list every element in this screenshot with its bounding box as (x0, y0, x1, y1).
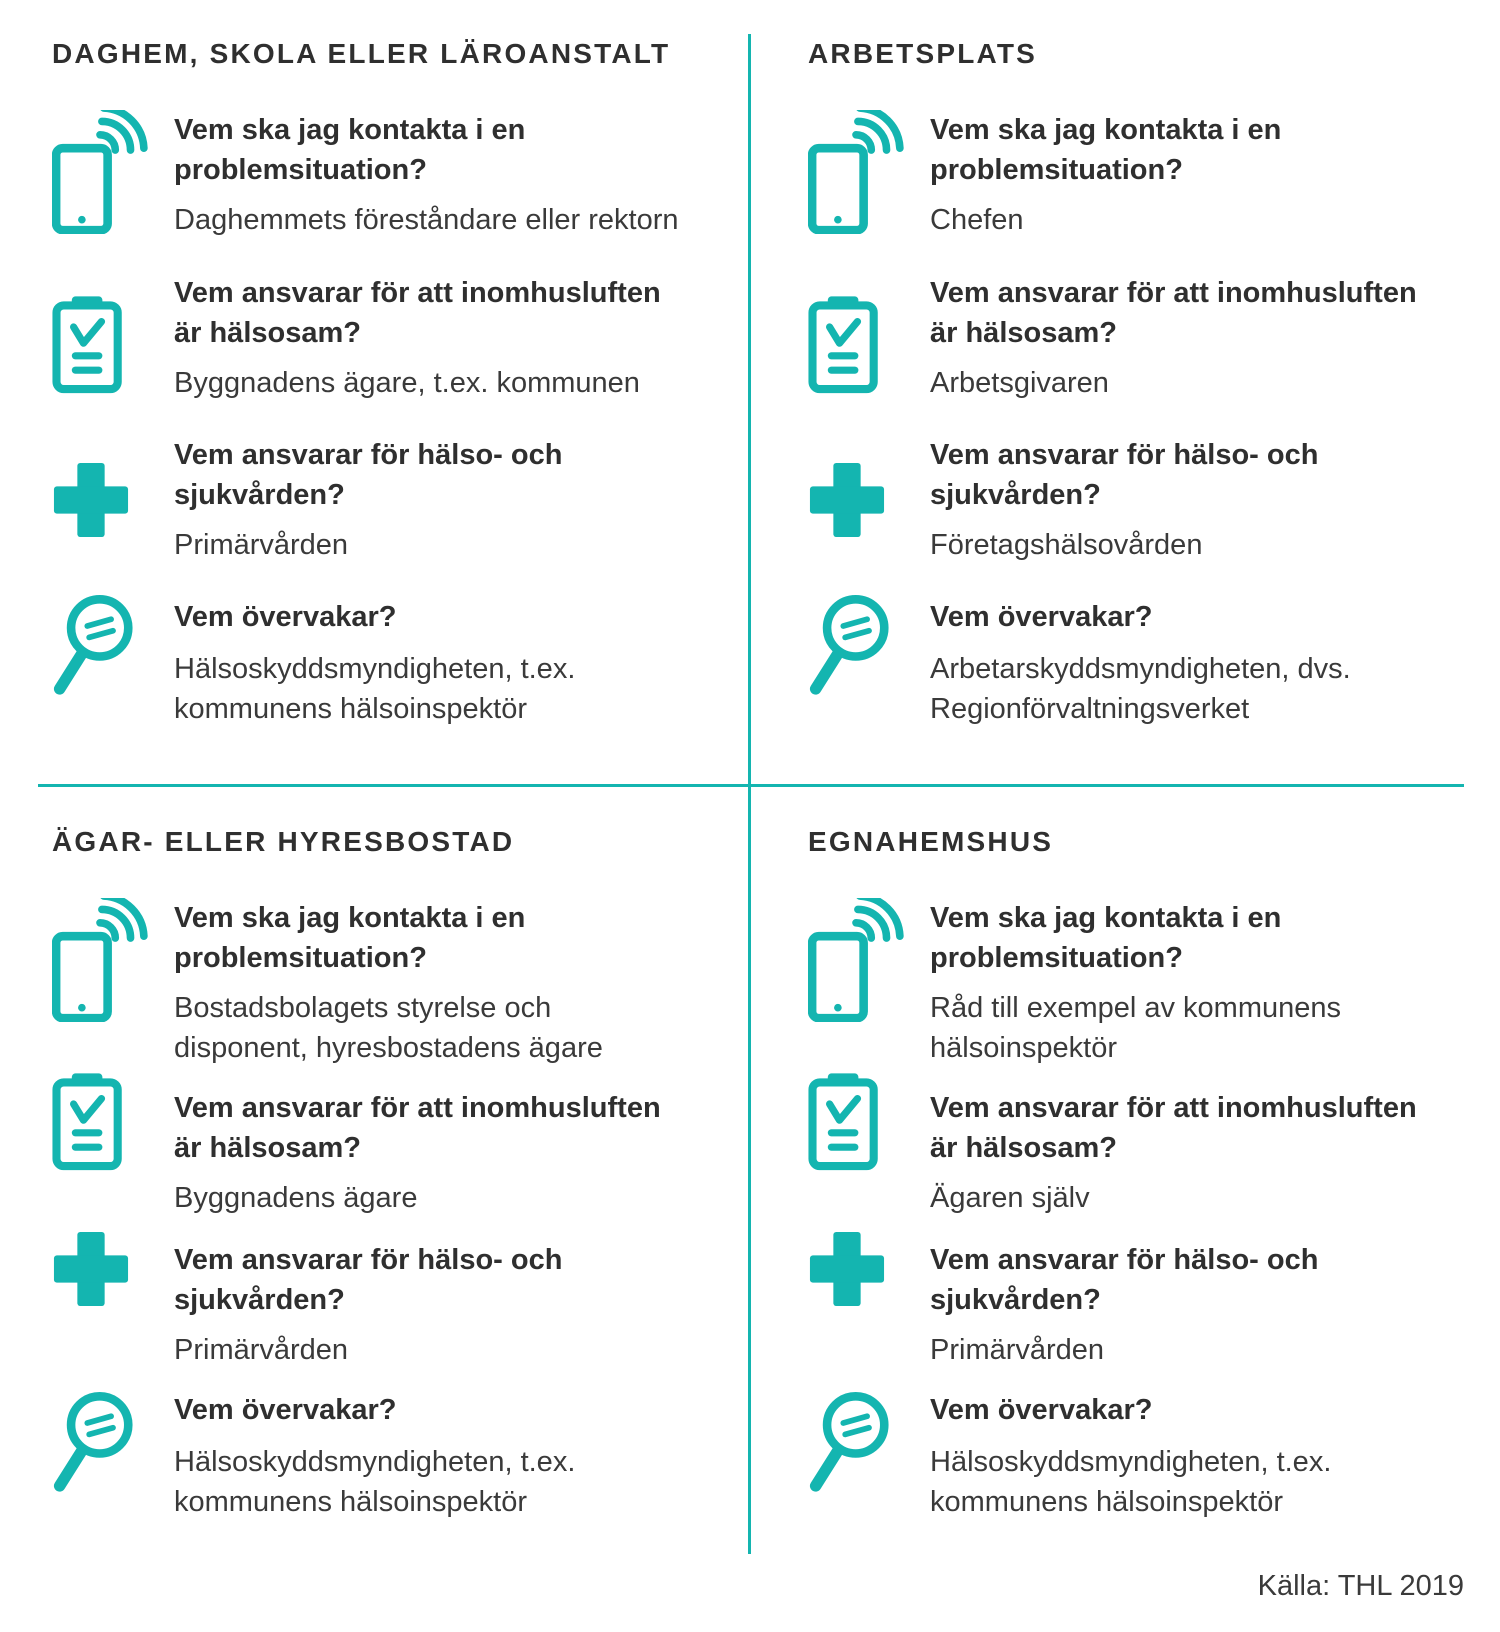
clipboard-check-icon (808, 1070, 880, 1174)
magnifier-icon (52, 1390, 134, 1496)
horizontal-divider (38, 784, 1464, 787)
phone-icon (808, 898, 904, 1022)
question-text: Vem ansvarar för att inomhusluften är hälsosam? (174, 1092, 661, 1164)
answer-text: Byggnadens ägare, t.ex. kommunen (174, 367, 640, 399)
question-text: Vem ansvarar för att inomhusluften är hälsosam? (930, 1092, 1417, 1164)
question-text: Vem ansvarar för hälso- och sjukvården? (174, 439, 563, 511)
plus-icon (808, 1230, 886, 1308)
phone-icon (808, 110, 904, 234)
phone-icon (52, 110, 148, 234)
answer-text: Hälsoskyddsmyndigheten, t.ex. kommunens hälsoinspektör (174, 1446, 576, 1518)
answer-text: Primärvården (174, 529, 349, 561)
clipboard-check-icon (52, 1070, 124, 1174)
clipboard-check-icon (52, 293, 124, 397)
question-text: Vem ska jag kontakta i en problemsituation? (174, 902, 526, 974)
magnifier-icon (808, 1390, 890, 1496)
question-text: Vem ansvarar för att inomhusluften är hälsosam? (174, 277, 661, 349)
question-text: Vem övervakar? (930, 1394, 1153, 1426)
plus-icon (52, 461, 130, 539)
answer-text: Primärvården (174, 1334, 349, 1366)
answer-text: Byggnadens ägare (174, 1182, 418, 1214)
magnifier-icon (52, 593, 134, 699)
source-caption: Källa: THL 2019 (1257, 1570, 1464, 1602)
quadrant-daghem (52, 38, 732, 758)
answer-text: Arbetarskyddsmyndigheten, dvs. Regionförvaltningsverket (930, 653, 1351, 725)
quadrant-hyresbostad (52, 826, 732, 1546)
answer-text: Ägaren själv (930, 1182, 1090, 1214)
answer-text: Arbetsgivaren (930, 367, 1109, 399)
quadrant-title: ARBETSPLATS (808, 38, 1038, 69)
plus-icon (52, 1230, 130, 1308)
question-text: Vem ska jag kontakta i en problemsituation? (930, 902, 1282, 974)
question-text: Vem övervakar? (174, 601, 397, 633)
magnifier-icon (808, 593, 890, 699)
question-text: Vem ansvarar för hälso- och sjukvården? (930, 1244, 1319, 1316)
quadrant-title: ÄGAR- ELLER HYRESBOSTAD (52, 826, 515, 857)
answer-text: Hälsoskyddsmyndigheten, t.ex. kommunens hälsoinspektör (174, 653, 576, 725)
answer-text: Daghemmets föreståndare eller rektorn (174, 204, 679, 236)
question-text: Vem ska jag kontakta i en problemsituation? (930, 114, 1282, 186)
quadrant-title: DAGHEM, SKOLA ELLER LÄROANSTALT (52, 38, 671, 69)
question-text: Vem ska jag kontakta i en problemsituation? (174, 114, 526, 186)
clipboard-check-icon (808, 293, 880, 397)
question-text: Vem övervakar? (174, 1394, 397, 1426)
quadrant-arbetsplats (808, 38, 1488, 758)
question-text: Vem ansvarar för att inomhusluften är hälsosam? (930, 277, 1417, 349)
vertical-divider (748, 34, 751, 1554)
plus-icon (808, 461, 886, 539)
answer-text: Hälsoskyddsmyndigheten, t.ex. kommunens hälsoinspektör (930, 1446, 1332, 1518)
answer-text: Bostadsbolagets styrelse och disponent, hyresbostadens ägare (174, 992, 603, 1064)
quadrant-title: EGNAHEMSHUS (808, 826, 1054, 857)
quadrant-egnahemshus (808, 826, 1488, 1546)
answer-text: Råd till exempel av kommunens hälsoinspektör (930, 992, 1342, 1064)
answer-text: Företagshälsovården (930, 529, 1203, 561)
phone-icon (52, 898, 148, 1022)
question-text: Vem ansvarar för hälso- och sjukvården? (930, 439, 1319, 511)
question-text: Vem ansvarar för hälso- och sjukvården? (174, 1244, 563, 1316)
question-text: Vem övervakar? (930, 601, 1153, 633)
answer-text: Chefen (930, 204, 1024, 236)
answer-text: Primärvården (930, 1334, 1105, 1366)
